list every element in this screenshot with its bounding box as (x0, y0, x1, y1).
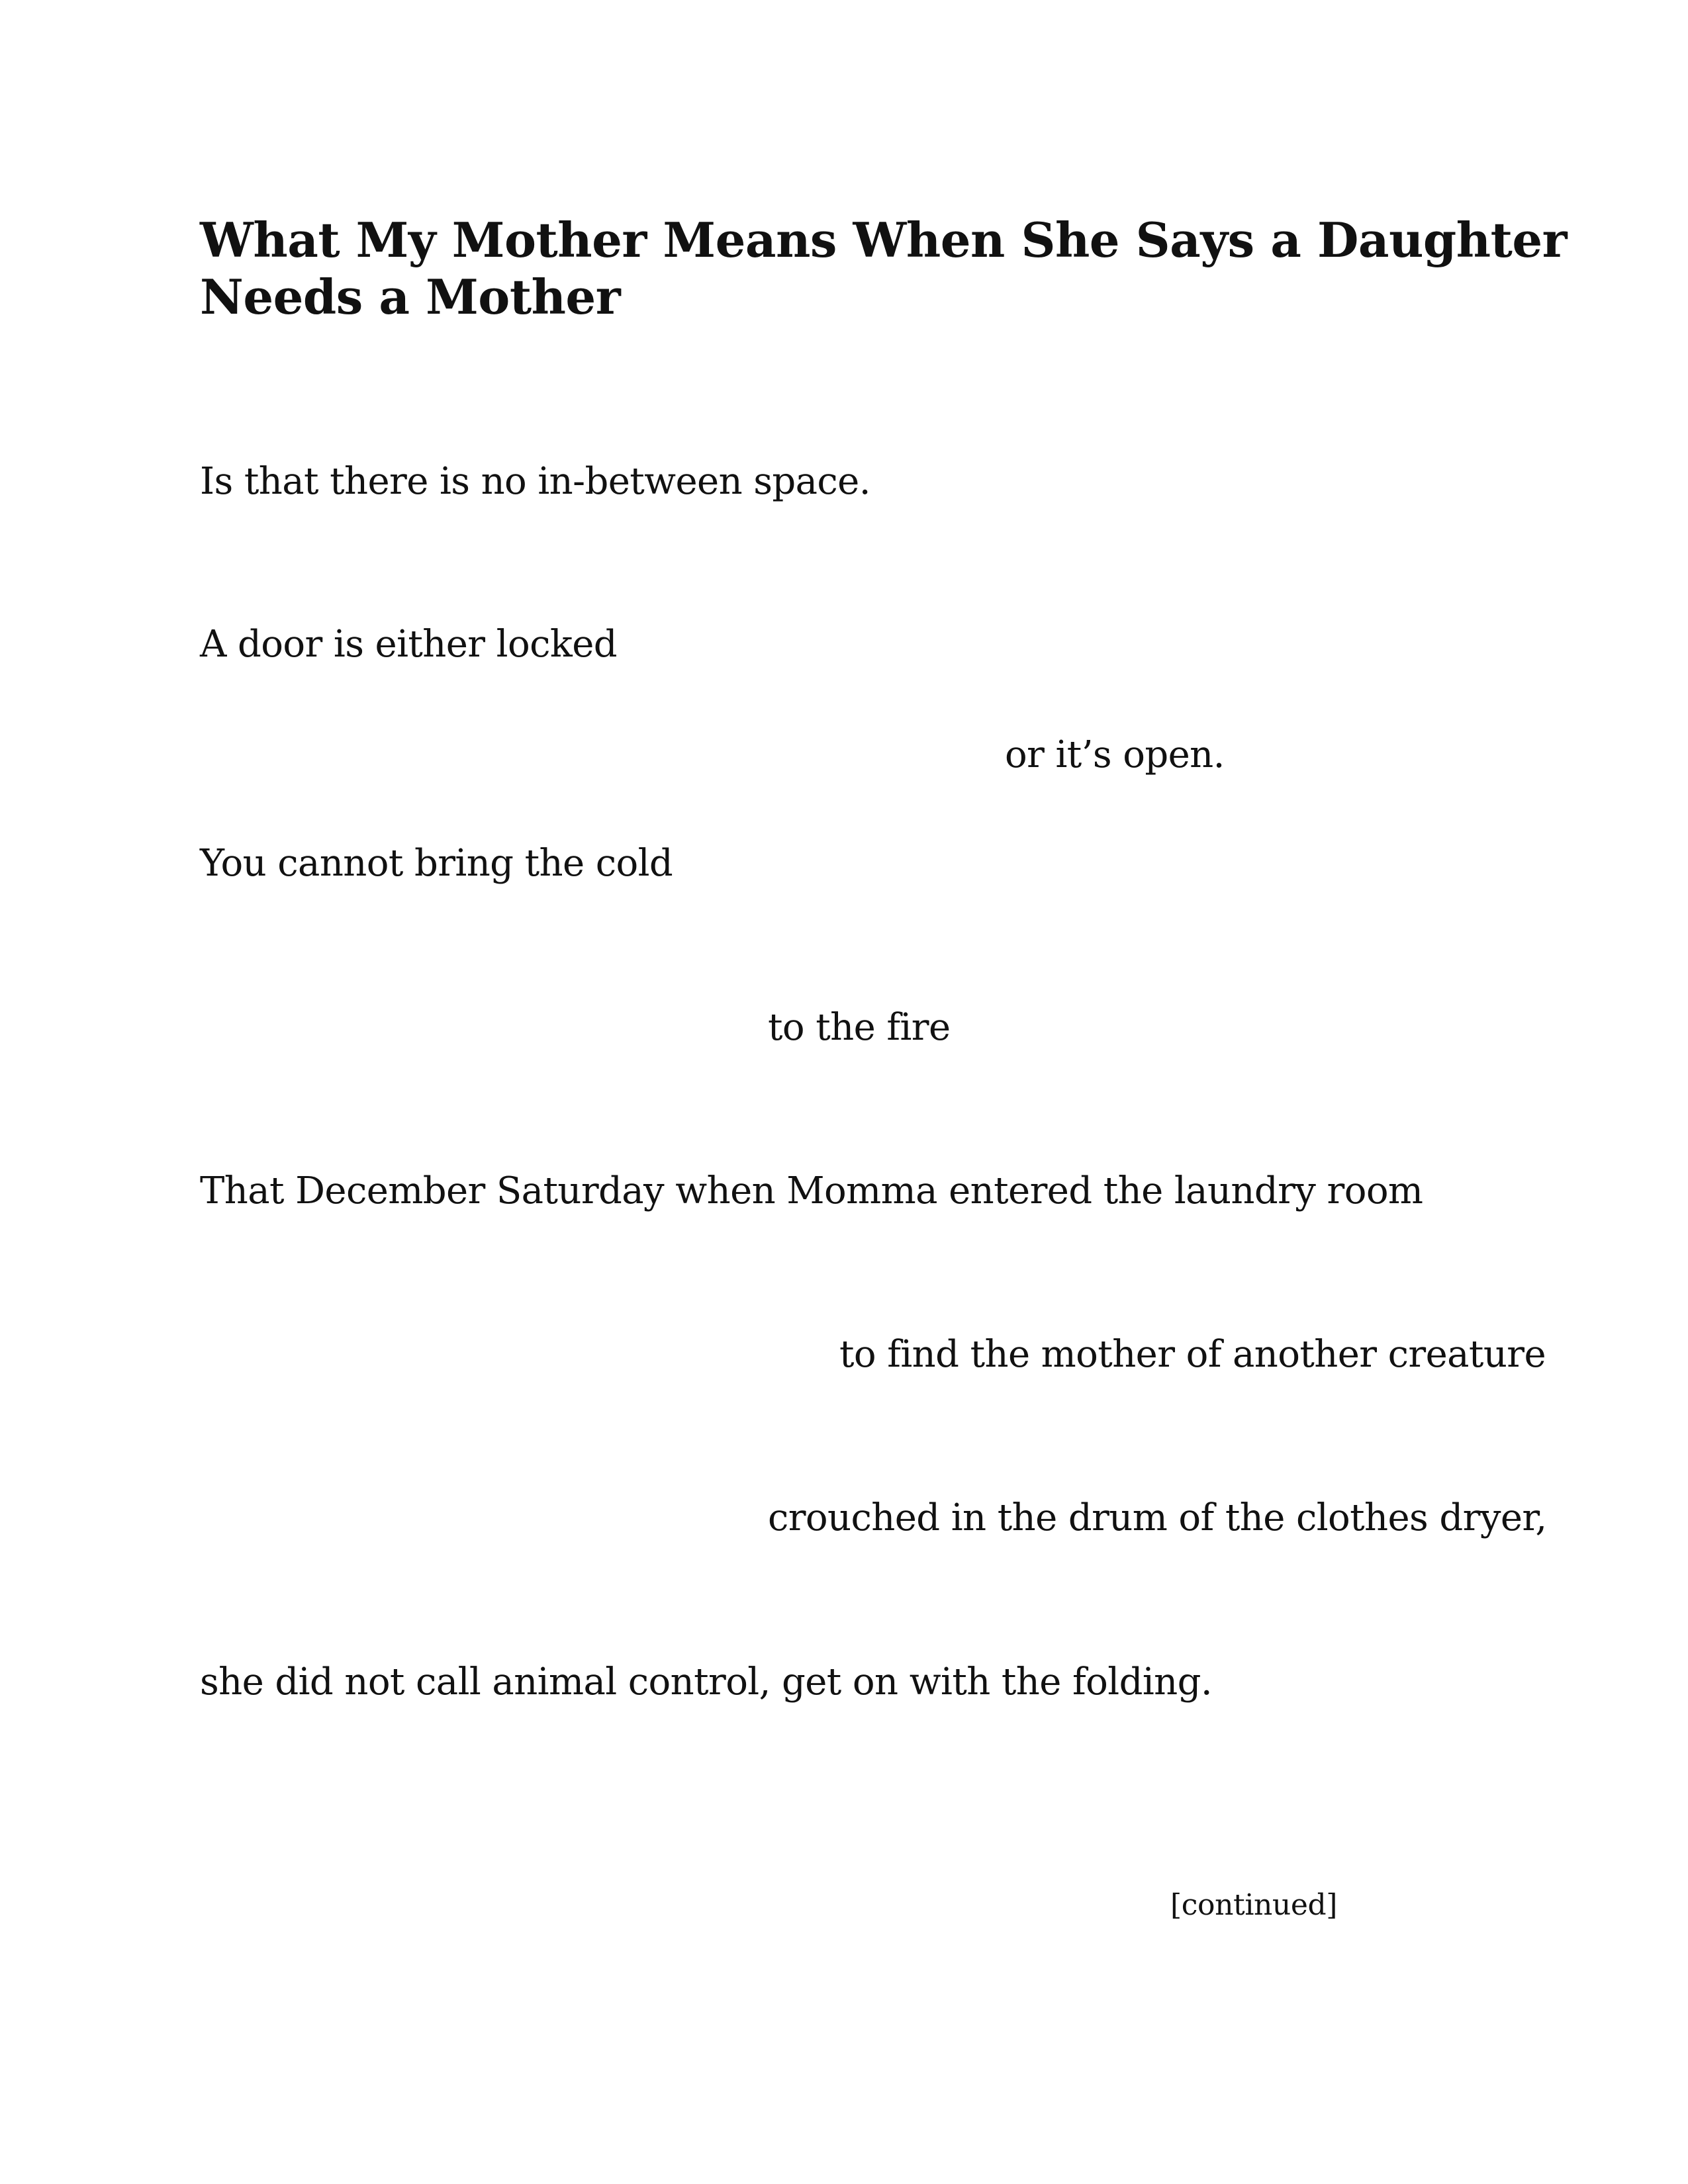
poem-title (200, 212, 1568, 326)
poem-title-line-1: What My Mother Means When She Says a Daughter (200, 212, 1568, 268)
poem-line-2: A door is either locked (200, 623, 617, 666)
poem-line-1: Is that there is no in-between space. (200, 460, 870, 503)
poem-line-5: to the fire (768, 1006, 951, 1049)
poem-title-line-2: Needs a Mother (200, 269, 621, 325)
poem-line-7: to find the mother of another creature (839, 1333, 1546, 1376)
poem-line-6: That December Saturday when Momma entered the laundry room (200, 1169, 1423, 1212)
continued-label: [continued] (1170, 1888, 1338, 1922)
poem-line-3: or it’s open. (1005, 733, 1225, 776)
poem-line-9: she did not call animal control, get on with the folding. (200, 1661, 1213, 1704)
poem-line-8: crouched in the drum of the clothes dryer, (768, 1496, 1547, 1539)
poem-line-4: You cannot bring the cold (200, 842, 673, 885)
